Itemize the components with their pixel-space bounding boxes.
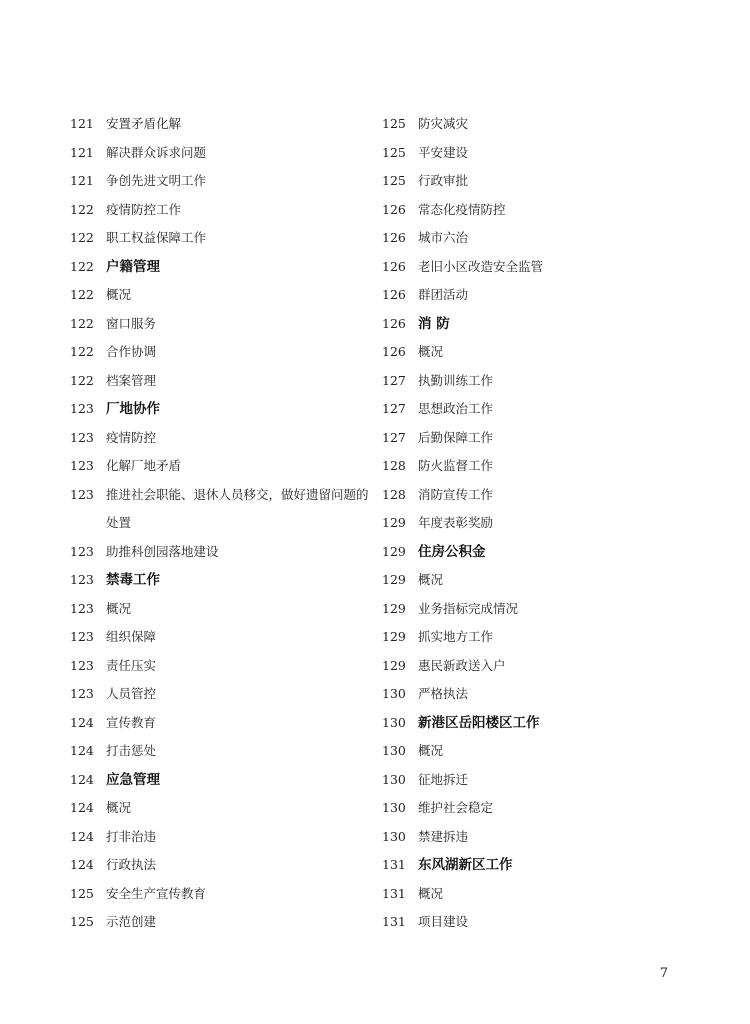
toc-page-number: 129	[382, 657, 406, 673]
toc-entry	[382, 224, 712, 253]
toc-page-number: 130	[382, 828, 406, 844]
toc-entry-title: 职工权益保障工作	[106, 230, 207, 245]
toc-section-heading	[382, 851, 712, 880]
toc-entry	[70, 224, 370, 253]
toc-entry	[70, 481, 370, 538]
page-number: 7	[659, 966, 668, 981]
toc-page-number: 130	[382, 800, 406, 815]
toc-page-number: 123	[70, 686, 94, 701]
toc-entry	[382, 794, 712, 823]
toc-entry	[382, 908, 712, 937]
toc-page-number: 125	[382, 173, 406, 188]
toc-entry-title: 助推科创园落地建设	[106, 543, 219, 559]
toc-entry-title: 概况	[418, 743, 444, 758]
toc-entry	[382, 196, 712, 225]
toc-entry	[382, 452, 712, 481]
toc-entry-title: 安置矛盾化解	[106, 116, 182, 131]
toc-page-number: 122	[70, 258, 94, 274]
toc-entry	[70, 823, 370, 852]
toc-page-number: 122	[70, 315, 94, 331]
toc-entry-title: 安全生产宣传教育	[106, 885, 207, 901]
toc-entry-title: 常态化疫情防控	[418, 201, 506, 217]
toc-page-number: 123	[70, 486, 94, 502]
toc-page-number: 123	[70, 458, 94, 473]
toc-entry	[382, 110, 712, 139]
toc-entry-title: 概况	[106, 287, 132, 302]
toc-entry	[382, 680, 712, 709]
toc-page-number: 129	[382, 543, 406, 559]
toc-entry	[70, 880, 370, 909]
toc-entry	[70, 737, 370, 766]
toc-entry-title: 项目建设	[418, 914, 469, 929]
toc-entry	[382, 395, 712, 424]
toc-entry-title: 推进社会职能、退休人员移交，做好遗留问题的处置	[106, 486, 369, 530]
toc-entry-title: 概况	[106, 800, 132, 815]
toc-entry	[70, 452, 370, 481]
toc-entry	[382, 766, 712, 795]
toc-entry	[382, 367, 712, 396]
toc-page-number: 130	[382, 714, 406, 730]
toc-page-number: 123	[70, 429, 94, 445]
toc-page-number: 131	[382, 885, 406, 901]
toc-entry-title: 人员管控	[106, 686, 157, 701]
toc-section-heading	[70, 395, 370, 424]
toc-entry	[70, 338, 370, 367]
toc-section-heading	[382, 538, 712, 567]
toc-entry	[70, 139, 370, 168]
toc-page-number: 123	[70, 600, 94, 616]
toc-entry-title: 消防宣传工作	[418, 486, 494, 502]
toc-entry-title: 防火监督工作	[418, 458, 494, 473]
toc-page-number: 124	[70, 857, 94, 872]
toc-page-number: 129	[382, 629, 406, 644]
toc-entry	[70, 680, 370, 709]
toc-entry-title: 执勤训练工作	[418, 372, 494, 388]
toc-page-number: 130	[382, 686, 406, 701]
toc-entry	[70, 424, 370, 453]
toc-page-number: 126	[382, 344, 406, 359]
toc-page-number: 123	[70, 657, 94, 673]
toc-page-number: 124	[70, 771, 94, 787]
toc-entry-title: 概况	[106, 600, 132, 616]
toc-page-number: 121	[70, 144, 94, 160]
toc-entry-title: 户籍管理	[106, 258, 160, 275]
toc-entry	[70, 367, 370, 396]
toc-page-number: 125	[382, 144, 406, 160]
toc-entry-title: 防灾减灾	[418, 116, 469, 131]
toc-page-number: 122	[70, 372, 94, 388]
toc-entry	[70, 310, 370, 339]
toc-entry-title: 档案管理	[106, 372, 157, 388]
toc-entry-title: 年度表彰奖励	[418, 515, 494, 530]
toc-page-number: 123	[70, 572, 94, 587]
toc-entry-title: 疫情防控	[106, 429, 157, 445]
toc-entry	[382, 823, 712, 852]
toc-entry-title: 争创先进文明工作	[106, 173, 207, 188]
toc-entry	[70, 851, 370, 880]
toc-entry-title: 概况	[418, 885, 444, 901]
toc-entry	[382, 509, 712, 538]
toc-page-number: 131	[382, 857, 406, 872]
toc-entry	[382, 338, 712, 367]
toc-entry	[70, 196, 370, 225]
toc-page-number: 126	[382, 201, 406, 217]
toc-entry-title: 维护社会稳定	[418, 800, 494, 815]
toc-entry	[70, 538, 370, 567]
toc-entry-title: 征地拆迁	[418, 771, 469, 787]
toc-entry-title: 疫情防控工作	[106, 201, 182, 217]
toc-page-number: 123	[70, 543, 94, 559]
toc-entry	[70, 709, 370, 738]
toc-entry-title: 严格执法	[418, 686, 469, 701]
toc-page-number: 129	[382, 515, 406, 530]
toc-entry-title: 业务指标完成情况	[418, 600, 519, 616]
toc-entry-title: 禁建拆违	[418, 828, 469, 844]
toc-entry-title: 概况	[418, 344, 444, 359]
toc-entry	[382, 139, 712, 168]
toc-entry	[70, 794, 370, 823]
toc-entry	[382, 595, 712, 624]
toc-entry	[70, 652, 370, 681]
toc-entry-title: 东风湖新区工作	[418, 857, 513, 873]
toc-entry-title: 宣传教育	[106, 714, 157, 730]
toc-entry-title: 城市六治	[418, 230, 469, 245]
toc-entry-title: 行政执法	[106, 857, 157, 872]
toc-entry-title: 住房公积金	[418, 543, 486, 560]
toc-page-number: 129	[382, 572, 406, 587]
toc-entry-title: 打非治违	[106, 828, 157, 844]
toc-page-number: 127	[382, 401, 406, 416]
toc-entry	[70, 110, 370, 139]
toc-page-number: 130	[382, 743, 406, 758]
toc-page-number: 125	[70, 885, 94, 901]
toc-entry-title: 厂地协作	[106, 401, 160, 417]
toc-page-number: 125	[382, 116, 406, 131]
toc-page-number: 122	[70, 230, 94, 245]
toc-right-column	[382, 110, 712, 937]
toc-page-number: 121	[70, 173, 94, 188]
toc-entry-title: 新港区岳阳楼区工作	[418, 714, 540, 731]
toc-page-number: 130	[382, 771, 406, 787]
toc-entry-title: 打击惩处	[106, 743, 157, 758]
toc-entry-title: 惠民新政送入户	[418, 657, 506, 673]
toc-entry-title: 应急管理	[106, 771, 160, 788]
toc-page-number: 121	[70, 116, 94, 131]
toc-entry-title: 老旧小区改造安全监管	[418, 258, 544, 274]
toc-entry	[382, 424, 712, 453]
toc-entry	[382, 880, 712, 909]
toc-entry-title: 后勤保障工作	[418, 429, 494, 445]
toc-entry	[382, 281, 712, 310]
toc-entry-title: 合作协调	[106, 344, 157, 359]
toc-page-number: 125	[70, 914, 94, 929]
toc-entry-title: 平安建设	[418, 144, 469, 160]
toc-entry-title: 组织保障	[106, 629, 157, 644]
toc-entry-title: 解决群众诉求问题	[106, 144, 207, 160]
toc-section-heading	[382, 310, 712, 339]
toc-page-number: 131	[382, 914, 406, 929]
toc-entry	[70, 623, 370, 652]
toc-entry-title: 思想政治工作	[418, 401, 494, 416]
toc-page-number: 124	[70, 743, 94, 758]
toc-entry-title: 禁毒工作	[106, 572, 160, 588]
toc-entry-title: 消 防	[418, 315, 450, 332]
toc-entry-title: 示范创建	[106, 914, 157, 929]
toc-section-heading	[382, 709, 712, 738]
toc-entry	[382, 566, 712, 595]
toc-entry-title: 群团活动	[418, 287, 469, 302]
toc-entry-title: 抓实地方工作	[418, 629, 494, 644]
toc-entry-title: 窗口服务	[106, 315, 157, 331]
toc-entry-title: 责任压实	[106, 657, 157, 673]
toc-entry	[70, 908, 370, 937]
toc-page-number: 127	[382, 372, 406, 388]
toc-entry-title: 概况	[418, 572, 444, 587]
toc-entry	[382, 253, 712, 282]
toc-entry	[382, 737, 712, 766]
toc-page-number: 127	[382, 429, 406, 445]
toc-entry	[382, 623, 712, 652]
toc-left-column	[70, 110, 370, 937]
toc-section-heading	[70, 766, 370, 795]
toc-entry	[70, 281, 370, 310]
toc-page-number: 126	[382, 258, 406, 274]
toc-page-number: 129	[382, 600, 406, 616]
toc-page-number: 126	[382, 287, 406, 302]
toc-page-number: 123	[70, 401, 94, 416]
toc-entry	[70, 167, 370, 196]
toc-page-number: 128	[382, 458, 406, 473]
toc-page-number: 123	[70, 629, 94, 644]
toc-entry	[70, 595, 370, 624]
toc-page-number: 122	[70, 287, 94, 302]
toc-entry	[382, 167, 712, 196]
toc-page-number: 124	[70, 800, 94, 815]
toc-page-number: 124	[70, 828, 94, 844]
toc-entry-title: 行政审批	[418, 173, 469, 188]
toc-entry	[382, 481, 712, 510]
toc-section-heading	[70, 253, 370, 282]
toc-entry	[382, 652, 712, 681]
toc-page-number: 128	[382, 486, 406, 502]
toc-entry-title: 化解厂地矛盾	[106, 458, 182, 473]
toc-page-number: 122	[70, 344, 94, 359]
toc-page-number: 126	[382, 315, 406, 331]
toc-page-number: 126	[382, 230, 406, 245]
toc-page-number: 122	[70, 201, 94, 217]
toc-section-heading	[70, 566, 370, 595]
toc-page-number: 124	[70, 714, 94, 730]
